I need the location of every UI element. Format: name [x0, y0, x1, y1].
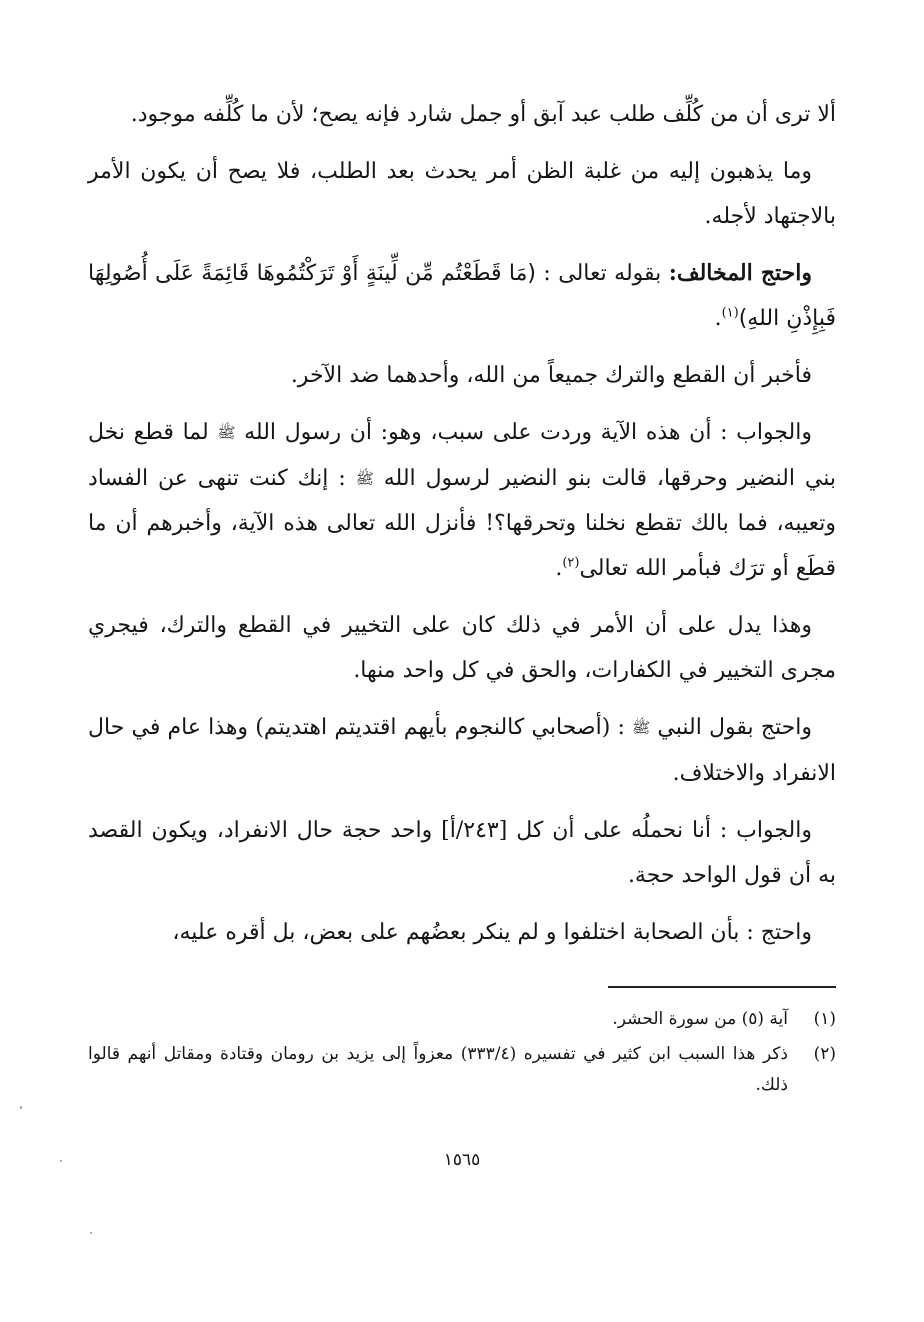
footnote-2-number: (٢) [813, 1044, 836, 1064]
salutation-icon: ﷺ [355, 469, 374, 487]
paragraph-1 [88, 92, 836, 137]
scan-speck [90, 1232, 92, 1234]
paragraph-3 [88, 251, 836, 341]
footnote-2 [88, 1039, 836, 1101]
paragraph-5 [88, 410, 836, 591]
salutation-icon: ﷺ [217, 423, 236, 442]
footnote-divider [608, 986, 836, 988]
paragraph-8 [88, 808, 836, 898]
footnote-1-text: آية (٥) من سورة الحشر. [612, 1009, 788, 1029]
paragraph-7-text-a: واحتج بقول النبي [650, 715, 813, 740]
footnote-1 [88, 1004, 836, 1035]
footnote-ref-1[interactable]: (١) [721, 305, 739, 321]
paragraph-5-text-b: لما قطع نخل بني النضير وحرقها، قالت بنو النضير لرسول الله [88, 420, 836, 491]
paragraph-7-text-b: : (أصحابي كالنجوم بأيهم اقتديتم اهتديتم) وهذا عام في حال الانفراد والاختلاف. [88, 715, 836, 786]
paragraph-4-text: فأخبر أن القطع والترك جميعاً من الله، وأحدهما ضد الآخر. [290, 363, 812, 388]
paragraph-5-end: . [555, 556, 563, 581]
paragraph-3-end: . [714, 306, 722, 331]
paragraph-8-text: والجواب : أنا نحملُه على أن كل [٢٤٣/أ] واحد حجة حال الانفراد، ويكون القصد به أن قول الواحد حجة. [88, 817, 836, 888]
scan-speck [60, 1160, 62, 1162]
scan-speck [20, 1106, 22, 1109]
opponent-argument-heading: واحتج المخالف: [668, 260, 813, 286]
paragraph-4 [88, 353, 836, 398]
footnote-1-number: (١) [813, 1009, 836, 1029]
paragraph-9 [88, 910, 836, 955]
page-number: ١٥٦٥ [443, 1150, 481, 1170]
footnote-2-text: ذكر هذا السبب ابن كثير في تفسيره (٣٣٣/٤) معزواً إلى يزيد بن رومان وقتادة ومقاتل أنهم قالوا ذلك. [88, 1044, 788, 1095]
paragraph-7 [88, 705, 836, 796]
paragraph-3-intro: بقوله تعالى : [536, 261, 669, 286]
paragraph-2 [88, 149, 836, 239]
paragraph-5-text-a: والجواب : أن هذه الآية وردت على سبب، وهو: أن رسول الله [235, 420, 812, 445]
paragraph-9-text: واحتج : بأن الصحابة اختلفوا و لم ينكر بعضُهم على بعض، بل أقره عليه، [172, 919, 812, 945]
salutation-icon: ﷺ [632, 718, 651, 737]
paragraph-6 [88, 603, 836, 693]
footnote-ref-2[interactable]: (٢) [562, 555, 580, 571]
paragraph-5-text-c: : إنك كنت تنهى عن الفساد وتعيبه، فما بالك تقطع نخلنا وتحرقها؟! فأنزل الله تعالى هذه الآية، وأخبرهم أن ما قطَع أو ترَك فبأمر الله تعالى [88, 465, 836, 581]
paragraph-2-text: وما يذهبون إليه من غلبة الظن أمر يحدث بعد الطلب، فلا يصح أن يكون الأمر بالاجتهاد لأجله. [88, 159, 836, 229]
paragraph-6-text: وهذا يدل على أن الأمر في ذلك كان على التخيير في القطع والترك، فيجري مجرى التخيير في الكفارات، والحق في كل واحد منها. [88, 613, 836, 683]
paragraph-1-text: ألا ترى أن من كُلِّف طلب عبد آبق أو جمل شارد فإنه يصح؛ لأن ما كُلِّفه موجود. [130, 102, 836, 127]
quran-verse: (مَا قَطَعْتُم مِّن لِّينَةٍ أَوْ تَرَكْتُمُوهَا قَائِمَةً عَلَى أُصُولِهَا فَبِإِذْنِ اللهِ) [88, 261, 836, 331]
footnotes [88, 1004, 836, 1105]
main-text [88, 92, 836, 967]
